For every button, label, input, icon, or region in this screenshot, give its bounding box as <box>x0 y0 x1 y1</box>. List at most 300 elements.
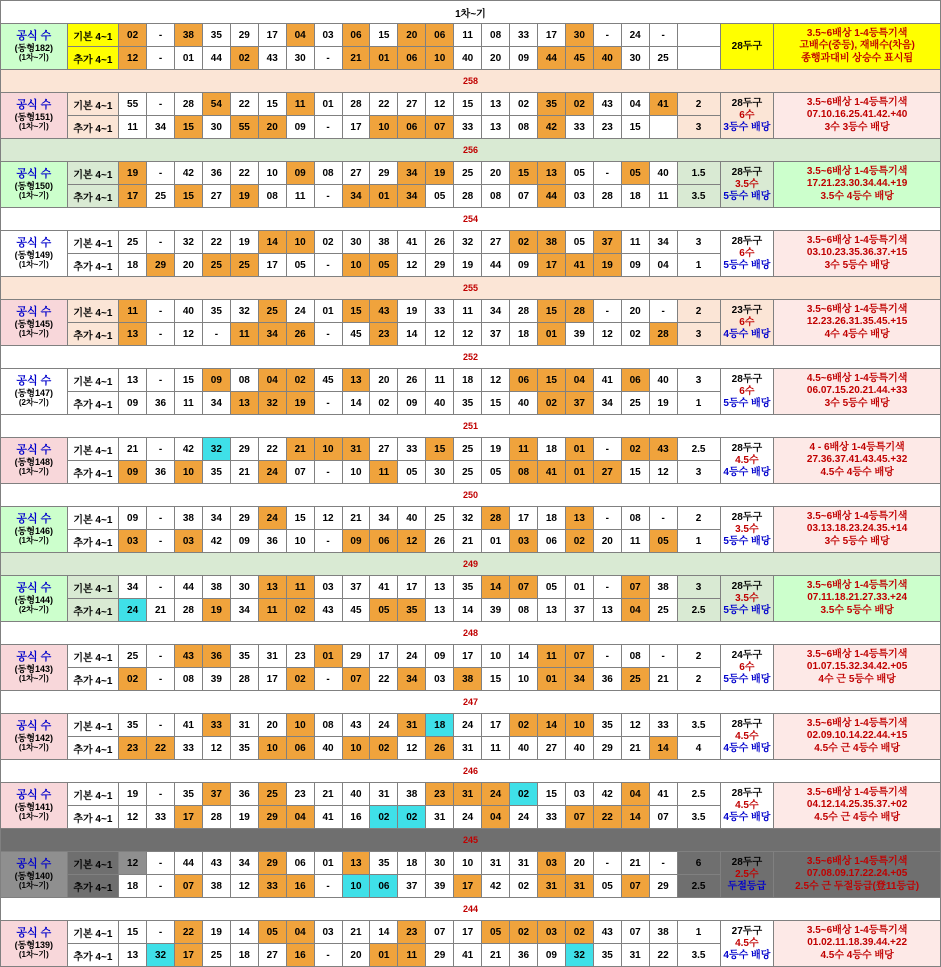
number-cell[interactable]: 02 <box>565 93 593 116</box>
number-cell[interactable]: 38 <box>649 576 677 599</box>
number-cell[interactable]: 44 <box>202 47 230 70</box>
number-cell[interactable]: 30 <box>342 231 370 254</box>
number-cell[interactable]: - <box>314 944 342 967</box>
number-cell[interactable]: 16 <box>286 944 314 967</box>
number-cell[interactable]: 36 <box>147 461 175 484</box>
number-cell[interactable]: 09 <box>342 530 370 553</box>
number-cell[interactable]: 07 <box>510 576 538 599</box>
number-cell[interactable]: 29 <box>230 438 258 461</box>
number-cell[interactable]: 25 <box>454 162 482 185</box>
number-cell[interactable]: 14 <box>370 921 398 944</box>
number-cell[interactable]: 06 <box>398 116 426 139</box>
number-cell[interactable]: 04 <box>482 806 510 829</box>
number-cell[interactable]: 13 <box>537 162 565 185</box>
number-cell[interactable]: 07 <box>621 576 649 599</box>
number-cell[interactable]: 21 <box>119 438 147 461</box>
number-cell[interactable]: 12 <box>202 737 230 760</box>
number-cell[interactable]: 23 <box>286 645 314 668</box>
number-cell[interactable]: - <box>147 530 175 553</box>
number-cell[interactable]: 21 <box>649 668 677 691</box>
number-cell[interactable]: 31 <box>621 944 649 967</box>
number-cell[interactable]: 21 <box>286 438 314 461</box>
number-cell[interactable]: 27 <box>202 185 230 208</box>
number-cell[interactable]: 06 <box>286 737 314 760</box>
number-cell[interactable]: 12 <box>119 806 147 829</box>
number-cell[interactable]: 41 <box>454 944 482 967</box>
number-cell[interactable]: 28 <box>649 323 677 346</box>
number-cell[interactable]: 08 <box>621 645 649 668</box>
number-cell[interactable]: 39 <box>482 599 510 622</box>
number-cell[interactable]: 12 <box>593 323 621 346</box>
number-cell[interactable]: 40 <box>454 47 482 70</box>
number-cell[interactable]: 20 <box>370 369 398 392</box>
number-cell[interactable]: 20 <box>482 162 510 185</box>
number-cell[interactable]: 02 <box>370 806 398 829</box>
number-cell[interactable]: 05 <box>593 875 621 898</box>
number-cell[interactable]: 05 <box>426 185 454 208</box>
number-cell[interactable]: 09 <box>286 162 314 185</box>
number-cell[interactable]: 36 <box>593 668 621 691</box>
number-cell[interactable]: 17 <box>398 576 426 599</box>
number-cell[interactable]: 15 <box>174 185 202 208</box>
number-cell[interactable]: 01 <box>370 47 398 70</box>
number-cell[interactable]: 37 <box>398 875 426 898</box>
number-cell[interactable]: 19 <box>426 162 454 185</box>
number-cell[interactable]: 38 <box>537 231 565 254</box>
number-cell[interactable]: 42 <box>537 116 565 139</box>
number-cell[interactable]: 18 <box>510 323 538 346</box>
number-cell[interactable]: - <box>314 47 342 70</box>
number-cell[interactable]: 33 <box>454 116 482 139</box>
number-cell[interactable]: 41 <box>649 93 677 116</box>
number-cell[interactable]: 08 <box>510 599 538 622</box>
number-cell[interactable]: 13 <box>119 369 147 392</box>
number-cell[interactable]: 25 <box>258 300 286 323</box>
number-cell[interactable]: 04 <box>286 24 314 47</box>
number-cell[interactable]: 40 <box>510 737 538 760</box>
number-cell[interactable]: 10 <box>342 254 370 277</box>
number-cell[interactable]: 03 <box>537 852 565 875</box>
number-cell[interactable]: 11 <box>230 323 258 346</box>
number-cell[interactable]: 11 <box>119 300 147 323</box>
number-cell[interactable]: - <box>593 576 621 599</box>
number-cell[interactable]: 06 <box>537 530 565 553</box>
number-cell[interactable]: 02 <box>314 231 342 254</box>
number-cell[interactable]: 40 <box>510 392 538 415</box>
number-cell[interactable]: 33 <box>510 24 538 47</box>
number-cell[interactable]: 06 <box>510 369 538 392</box>
number-cell[interactable]: 13 <box>342 369 370 392</box>
number-cell[interactable]: 25 <box>649 599 677 622</box>
number-cell[interactable]: 37 <box>342 576 370 599</box>
number-cell[interactable]: 03 <box>537 921 565 944</box>
number-cell[interactable]: 33 <box>258 875 286 898</box>
number-cell[interactable]: - <box>649 645 677 668</box>
number-cell[interactable]: 30 <box>565 24 593 47</box>
number-cell[interactable]: - <box>314 875 342 898</box>
number-cell[interactable]: 12 <box>119 852 147 875</box>
number-cell[interactable]: 17 <box>342 116 370 139</box>
number-cell[interactable]: 26 <box>286 323 314 346</box>
number-cell[interactable]: 11 <box>454 300 482 323</box>
number-cell[interactable]: 38 <box>174 24 202 47</box>
number-cell[interactable]: 18 <box>398 852 426 875</box>
number-cell[interactable]: 12 <box>314 507 342 530</box>
number-cell[interactable]: - <box>314 323 342 346</box>
number-cell[interactable]: 10 <box>342 737 370 760</box>
number-cell[interactable]: 15 <box>537 783 565 806</box>
number-cell[interactable]: 40 <box>174 300 202 323</box>
number-cell[interactable]: 38 <box>398 783 426 806</box>
number-cell[interactable]: 19 <box>119 162 147 185</box>
number-cell[interactable]: 10 <box>286 714 314 737</box>
number-cell[interactable]: - <box>649 852 677 875</box>
number-cell[interactable]: 25 <box>454 438 482 461</box>
number-cell[interactable]: 28 <box>230 668 258 691</box>
number-cell[interactable]: 28 <box>174 599 202 622</box>
number-cell[interactable]: 11 <box>621 530 649 553</box>
number-cell[interactable]: 25 <box>621 668 649 691</box>
number-cell[interactable]: 02 <box>510 714 538 737</box>
number-cell[interactable]: 39 <box>565 323 593 346</box>
number-cell[interactable]: 11 <box>454 24 482 47</box>
number-cell[interactable]: 15 <box>174 116 202 139</box>
number-cell[interactable]: 39 <box>202 668 230 691</box>
number-cell[interactable]: 03 <box>174 530 202 553</box>
number-cell[interactable]: 04 <box>621 783 649 806</box>
number-cell[interactable]: 22 <box>202 231 230 254</box>
number-cell[interactable]: 35 <box>593 944 621 967</box>
number-cell[interactable]: 23 <box>398 921 426 944</box>
number-cell[interactable]: 17 <box>454 875 482 898</box>
number-cell[interactable]: 16 <box>342 806 370 829</box>
number-cell[interactable]: 02 <box>510 783 538 806</box>
number-cell[interactable]: 20 <box>565 852 593 875</box>
number-cell[interactable]: 28 <box>174 93 202 116</box>
number-cell[interactable]: - <box>147 714 175 737</box>
number-cell[interactable]: 32 <box>174 231 202 254</box>
number-cell[interactable]: 42 <box>593 783 621 806</box>
number-cell[interactable]: 15 <box>370 24 398 47</box>
number-cell[interactable]: 42 <box>482 875 510 898</box>
number-cell[interactable]: 01 <box>314 300 342 323</box>
number-cell[interactable]: 21 <box>314 783 342 806</box>
number-cell[interactable]: 19 <box>454 254 482 277</box>
number-cell[interactable]: 26 <box>426 530 454 553</box>
number-cell[interactable]: 35 <box>537 93 565 116</box>
number-cell[interactable]: 29 <box>258 806 286 829</box>
number-cell[interactable]: 31 <box>537 875 565 898</box>
number-cell[interactable]: 21 <box>342 47 370 70</box>
number-cell[interactable]: 32 <box>258 392 286 415</box>
number-cell[interactable]: 14 <box>454 599 482 622</box>
number-cell[interactable]: 35 <box>202 24 230 47</box>
number-cell[interactable]: 38 <box>202 875 230 898</box>
number-cell[interactable]: 02 <box>537 392 565 415</box>
number-cell[interactable]: 22 <box>174 921 202 944</box>
number-cell[interactable]: 30 <box>621 47 649 70</box>
number-cell[interactable]: 19 <box>649 392 677 415</box>
number-cell[interactable]: 15 <box>510 162 538 185</box>
number-cell[interactable]: - <box>147 507 175 530</box>
number-cell[interactable]: 10 <box>565 714 593 737</box>
number-cell[interactable]: 24 <box>482 783 510 806</box>
number-cell[interactable]: 12 <box>482 369 510 392</box>
number-cell[interactable]: 38 <box>649 921 677 944</box>
number-cell[interactable]: 28 <box>593 185 621 208</box>
number-cell[interactable]: 22 <box>230 93 258 116</box>
number-cell[interactable]: 20 <box>482 47 510 70</box>
number-cell[interactable]: - <box>314 392 342 415</box>
number-cell[interactable]: 35 <box>174 783 202 806</box>
number-cell[interactable]: 13 <box>258 576 286 599</box>
number-cell[interactable]: 33 <box>147 806 175 829</box>
number-cell[interactable]: 03 <box>314 576 342 599</box>
number-cell[interactable]: 17 <box>510 507 538 530</box>
number-cell[interactable]: 04 <box>621 93 649 116</box>
number-cell[interactable]: 24 <box>454 806 482 829</box>
number-cell[interactable]: 06 <box>370 875 398 898</box>
number-cell[interactable]: 40 <box>342 783 370 806</box>
number-cell[interactable]: 11 <box>286 185 314 208</box>
number-cell[interactable]: 20 <box>174 254 202 277</box>
number-cell[interactable]: 17 <box>119 185 147 208</box>
number-cell[interactable]: 17 <box>454 645 482 668</box>
number-cell[interactable]: 01 <box>537 323 565 346</box>
number-cell[interactable]: 15 <box>426 438 454 461</box>
number-cell[interactable]: 36 <box>510 944 538 967</box>
number-cell[interactable]: - <box>147 875 175 898</box>
number-cell[interactable]: - <box>593 24 621 47</box>
number-cell[interactable]: - <box>147 47 175 70</box>
number-cell[interactable]: 14 <box>482 576 510 599</box>
number-cell[interactable]: 11 <box>258 599 286 622</box>
number-cell[interactable]: 23 <box>426 783 454 806</box>
number-cell[interactable]: 11 <box>621 231 649 254</box>
number-cell[interactable]: 29 <box>426 254 454 277</box>
number-cell[interactable]: 15 <box>482 668 510 691</box>
number-cell[interactable]: 17 <box>370 645 398 668</box>
number-cell[interactable]: 24 <box>258 507 286 530</box>
number-cell[interactable]: 10 <box>510 668 538 691</box>
number-cell[interactable]: 20 <box>398 24 426 47</box>
number-cell[interactable]: 41 <box>174 714 202 737</box>
number-cell[interactable]: 29 <box>426 944 454 967</box>
number-cell[interactable]: - <box>147 323 175 346</box>
number-cell[interactable]: - <box>147 162 175 185</box>
number-cell[interactable]: 23 <box>370 323 398 346</box>
number-cell[interactable]: 10 <box>258 162 286 185</box>
number-cell[interactable]: 35 <box>398 599 426 622</box>
number-cell[interactable]: 06 <box>621 369 649 392</box>
number-cell[interactable]: 44 <box>537 47 565 70</box>
number-cell[interactable]: 25 <box>454 461 482 484</box>
number-cell[interactable]: 40 <box>649 162 677 185</box>
number-cell[interactable]: 29 <box>230 507 258 530</box>
number-cell[interactable]: 19 <box>230 231 258 254</box>
number-cell[interactable]: 09 <box>398 392 426 415</box>
number-cell[interactable]: 21 <box>621 737 649 760</box>
number-cell[interactable]: 34 <box>482 300 510 323</box>
number-cell[interactable]: 40 <box>426 392 454 415</box>
number-cell[interactable]: 01 <box>314 645 342 668</box>
number-cell[interactable]: 03 <box>119 530 147 553</box>
number-cell[interactable]: 37 <box>593 231 621 254</box>
number-cell[interactable]: 09 <box>202 369 230 392</box>
number-cell[interactable]: 26 <box>426 737 454 760</box>
number-cell[interactable]: 45 <box>342 599 370 622</box>
number-cell[interactable]: 24 <box>286 300 314 323</box>
number-cell[interactable]: 04 <box>258 369 286 392</box>
number-cell[interactable]: 34 <box>202 507 230 530</box>
number-cell[interactable]: 01 <box>537 668 565 691</box>
number-cell[interactable]: 20 <box>258 116 286 139</box>
number-cell[interactable]: 15 <box>258 93 286 116</box>
number-cell[interactable]: 20 <box>342 944 370 967</box>
number-cell[interactable]: 31 <box>454 783 482 806</box>
number-cell[interactable]: 33 <box>565 116 593 139</box>
number-cell[interactable]: 11 <box>426 369 454 392</box>
number-cell[interactable]: 38 <box>454 668 482 691</box>
number-cell[interactable]: 12 <box>426 93 454 116</box>
number-cell[interactable]: 17 <box>174 944 202 967</box>
number-cell[interactable]: 11 <box>649 185 677 208</box>
number-cell[interactable]: - <box>593 162 621 185</box>
number-cell[interactable]: 44 <box>537 185 565 208</box>
number-cell[interactable]: 08 <box>174 668 202 691</box>
number-cell[interactable]: 15 <box>537 369 565 392</box>
number-cell[interactable]: 03 <box>314 921 342 944</box>
number-cell[interactable]: 22 <box>370 668 398 691</box>
number-cell[interactable]: 24 <box>370 714 398 737</box>
number-cell[interactable]: 01 <box>565 438 593 461</box>
number-cell[interactable]: 21 <box>342 507 370 530</box>
number-cell[interactable]: 32 <box>147 944 175 967</box>
number-cell[interactable]: 40 <box>565 737 593 760</box>
number-cell[interactable]: - <box>593 645 621 668</box>
number-cell[interactable]: 12 <box>398 254 426 277</box>
number-cell[interactable]: 08 <box>258 185 286 208</box>
number-cell[interactable]: 20 <box>621 300 649 323</box>
number-cell[interactable]: 10 <box>370 116 398 139</box>
number-cell[interactable]: 13 <box>593 599 621 622</box>
number-cell[interactable]: 24 <box>510 806 538 829</box>
number-cell[interactable]: 31 <box>510 852 538 875</box>
number-cell[interactable]: 17 <box>537 24 565 47</box>
number-cell[interactable]: 15 <box>621 116 649 139</box>
number-cell[interactable]: 01 <box>565 576 593 599</box>
number-cell[interactable]: 12 <box>426 323 454 346</box>
number-cell[interactable]: 27 <box>258 944 286 967</box>
number-cell[interactable]: 18 <box>230 944 258 967</box>
number-cell[interactable]: 25 <box>621 392 649 415</box>
number-cell[interactable]: 42 <box>174 162 202 185</box>
number-cell[interactable]: 12 <box>174 323 202 346</box>
number-cell[interactable]: 07 <box>565 806 593 829</box>
number-cell[interactable]: 08 <box>510 461 538 484</box>
number-cell[interactable]: 01 <box>565 461 593 484</box>
number-cell[interactable]: 34 <box>258 323 286 346</box>
number-cell[interactable]: 34 <box>649 231 677 254</box>
number-cell[interactable]: 19 <box>230 185 258 208</box>
number-cell[interactable]: 02 <box>230 47 258 70</box>
number-cell[interactable]: 31 <box>342 438 370 461</box>
number-cell[interactable]: 30 <box>426 461 454 484</box>
number-cell[interactable]: 17 <box>482 714 510 737</box>
number-cell[interactable]: 28 <box>565 300 593 323</box>
number-cell[interactable]: 02 <box>370 392 398 415</box>
number-cell[interactable]: 30 <box>202 116 230 139</box>
number-cell[interactable]: 31 <box>398 714 426 737</box>
number-cell[interactable]: 15 <box>342 300 370 323</box>
number-cell[interactable]: 07 <box>426 116 454 139</box>
number-cell[interactable]: - <box>593 438 621 461</box>
number-cell[interactable]: 34 <box>398 162 426 185</box>
number-cell[interactable]: 21 <box>342 921 370 944</box>
number-cell[interactable]: 36 <box>230 783 258 806</box>
number-cell[interactable]: 33 <box>202 714 230 737</box>
number-cell[interactable]: 35 <box>454 392 482 415</box>
number-cell[interactable] <box>649 116 677 139</box>
number-cell[interactable]: 25 <box>202 944 230 967</box>
number-cell[interactable]: 29 <box>370 162 398 185</box>
number-cell[interactable]: 31 <box>454 737 482 760</box>
number-cell[interactable]: 20 <box>258 714 286 737</box>
number-cell[interactable]: 18 <box>537 438 565 461</box>
number-cell[interactable]: - <box>147 231 175 254</box>
number-cell[interactable]: 05 <box>649 530 677 553</box>
number-cell[interactable]: 12 <box>398 530 426 553</box>
number-cell[interactable]: 01 <box>482 530 510 553</box>
number-cell[interactable]: 06 <box>426 24 454 47</box>
number-cell[interactable]: 43 <box>174 645 202 668</box>
number-cell[interactable]: 13 <box>342 852 370 875</box>
number-cell[interactable]: 04 <box>286 921 314 944</box>
number-cell[interactable]: 40 <box>593 47 621 70</box>
number-cell[interactable]: 04 <box>649 254 677 277</box>
number-cell[interactable]: 36 <box>258 530 286 553</box>
number-cell[interactable]: 34 <box>230 852 258 875</box>
number-cell[interactable]: 24 <box>398 645 426 668</box>
number-cell[interactable]: 08 <box>314 162 342 185</box>
number-cell[interactable]: 29 <box>147 254 175 277</box>
number-cell[interactable]: 09 <box>119 507 147 530</box>
number-cell[interactable]: 10 <box>286 231 314 254</box>
number-cell[interactable]: 37 <box>202 783 230 806</box>
number-cell[interactable]: 54 <box>202 93 230 116</box>
number-cell[interactable]: 13 <box>537 599 565 622</box>
number-cell[interactable]: 35 <box>202 461 230 484</box>
number-cell[interactable]: 25 <box>230 254 258 277</box>
number-cell[interactable]: 14 <box>230 921 258 944</box>
number-cell[interactable]: 31 <box>565 875 593 898</box>
number-cell[interactable]: 06 <box>286 852 314 875</box>
number-cell[interactable]: 17 <box>454 921 482 944</box>
number-cell[interactable]: 25 <box>258 783 286 806</box>
number-cell[interactable]: 34 <box>147 116 175 139</box>
number-cell[interactable]: 34 <box>370 507 398 530</box>
number-cell[interactable]: 05 <box>258 921 286 944</box>
number-cell[interactable]: 02 <box>286 369 314 392</box>
number-cell[interactable]: 10 <box>314 438 342 461</box>
number-cell[interactable]: 17 <box>258 254 286 277</box>
number-cell[interactable]: 07 <box>426 921 454 944</box>
number-cell[interactable]: 31 <box>370 783 398 806</box>
number-cell[interactable]: 25 <box>426 507 454 530</box>
number-cell[interactable]: - <box>314 530 342 553</box>
number-cell[interactable]: 32 <box>230 300 258 323</box>
number-cell[interactable]: 11 <box>286 93 314 116</box>
